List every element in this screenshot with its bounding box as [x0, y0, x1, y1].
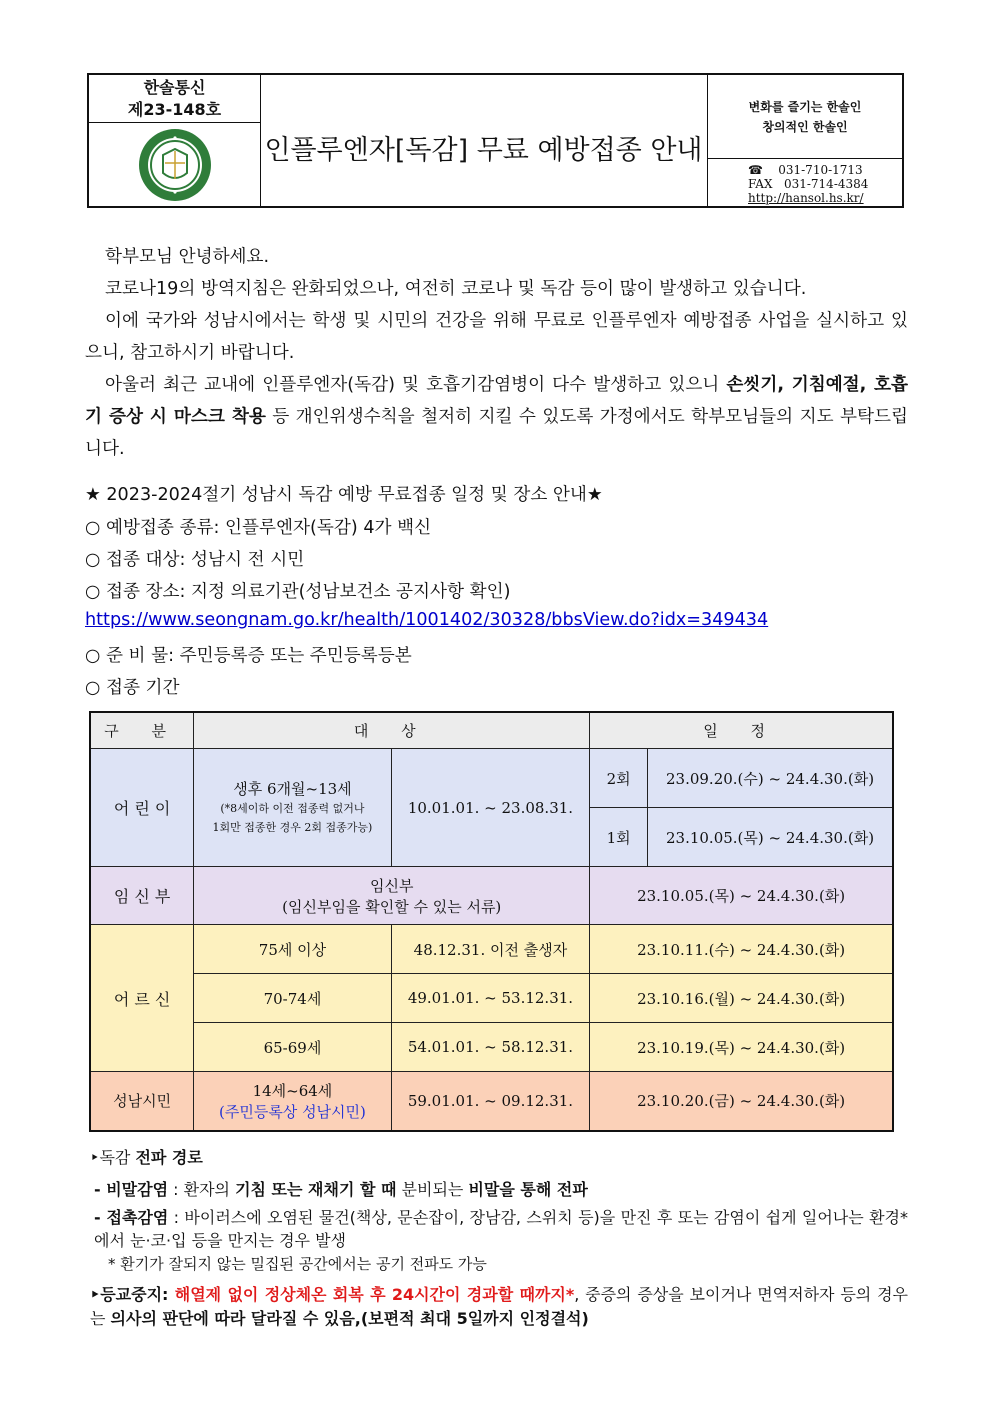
- info-vaccine-type: ○ 예방접종 종류: 인플루엔자(독감) 4가 백신: [85, 518, 432, 538]
- p3-text-a: 아울러 최근 교내에 인플루엔자(독감) 및 호흡기감염병이 다수 발생하고 있으니: [105, 375, 727, 395]
- child-target: [194, 749, 391, 867]
- contact-infection: [94, 1206, 908, 1252]
- droplet-infection: [94, 1177, 588, 1200]
- header-target: 대 상: [194, 712, 590, 749]
- contact-info: [708, 159, 902, 205]
- pregnant-target-2: (임신부임을 확인할 수 있는 서류): [282, 897, 502, 916]
- greeting: 학부모님 안녕하세요.: [105, 247, 270, 267]
- school-motto: [708, 75, 902, 159]
- elder-age-1: 75세 이상: [194, 925, 391, 974]
- table-row-elder-2: [90, 974, 893, 1023]
- droplet-text-a: : 환자의: [168, 1180, 236, 1199]
- intro-paragraph-2: 이에 국가와 성남시에서는 학생 및 시민의 건강을 위해 무료로 인플루엔자 예방접종 사업을 실시하고 있으니, 참고하시기 바랍니다.: [85, 311, 908, 363]
- header-right: [707, 75, 902, 206]
- elder-label: 어 르 신: [90, 925, 194, 1072]
- info-place: ○ 접종 장소: 지정 의료기관(성남보건소 공지사항 확인): [85, 582, 511, 602]
- citizen-target: [194, 1072, 391, 1131]
- elder-date-3: 23.10.19.(목) ~ 24.4.30.(화): [590, 1023, 893, 1072]
- stop-red: 해열제 없이 정상체온 회복 후 24시간이 경과할 때까지*: [168, 1285, 575, 1304]
- stop-label: ‣등교중지:: [90, 1285, 169, 1304]
- info-prepare: ○ 준 비 물: 주민등록증 또는 주민등록등본: [85, 646, 412, 666]
- pregnant-date: 23.10.05.(목) ~ 24.4.30.(화): [590, 867, 893, 925]
- citizen-label: 성남시민: [90, 1072, 194, 1131]
- citizen-age-note: (주민등록상 성남시민): [219, 1102, 366, 1121]
- info-heading: ★ 2023-2024절기 성남시 독감 예방 무료접종 일정 및 장소 안내★: [85, 485, 603, 505]
- newsletter-name: 한솔통신: [143, 78, 206, 97]
- table-row-pregnant: [90, 867, 893, 925]
- phone-icon: ☎: [748, 163, 763, 177]
- stop-bold: 의사의 판단에 따라 달라질 수 있음,(보편적 최대 5일까지 인정결석): [110, 1309, 589, 1328]
- droplet-label: - 비말감염: [94, 1180, 169, 1199]
- child-dose-2: 2회: [590, 749, 648, 808]
- child-birth: 10.01.01. ~ 23.08.31.: [391, 749, 590, 867]
- child-dose-2-date: 23.09.20.(수) ~ 24.4.30.(화): [648, 749, 893, 808]
- health-center-link[interactable]: https://www.seongnam.go.kr/health/1001402/30328/bbsView.do?idx=349434: [85, 610, 769, 630]
- droplet-text-b: 기침 또는 재채기 할 때: [235, 1180, 397, 1199]
- fax-number: 031-714-4384: [783, 177, 869, 191]
- p3-text-b: 등 개인위생수칙을 철저히 지킬 수 있도록 가정에서도 학부모님들의 지도 부탁드립니다.: [85, 407, 908, 459]
- elder-birth-1: 48.12.31. 이전 출생자: [391, 925, 590, 974]
- intro-paragraph-1: 코로나19의 방역지침은 완화되었으나, 여전히 코로나 및 독감 등이 많이 발생하고 있습니다.: [105, 279, 807, 299]
- header-left: [89, 75, 261, 206]
- stop-text: , 중증의 증상을 보이거나 면역저하자 등의 경우는: [90, 1285, 908, 1328]
- issue-number: 제23-148호: [127, 100, 222, 119]
- pregnant-target-1: 임신부: [369, 876, 414, 895]
- fax-label: FAX: [748, 177, 773, 191]
- pregnant-target: [194, 867, 590, 925]
- route-heading: [90, 1145, 203, 1168]
- table-row-elder-1: [90, 925, 893, 974]
- newsletter-header: [87, 73, 904, 208]
- child-note-1: (*8세이하 이전 접종력 없거나: [220, 802, 365, 815]
- table-row-elder-3: [90, 1023, 893, 1072]
- elder-birth-2: 49.01.01. ~ 53.12.31.: [391, 974, 590, 1023]
- elder-age-2: 70-74세: [194, 974, 391, 1023]
- info-target: ○ 접종 대상: 성남시 전 시민: [85, 550, 305, 570]
- elder-date-1: 23.10.11.(수) ~ 24.4.30.(화): [590, 925, 893, 974]
- droplet-text-d: 비말을 통해 전파: [468, 1180, 588, 1199]
- motto-line-1: 변화를 즐기는 한솔인: [748, 100, 862, 114]
- child-dose-1-date: 23.10.05.(목) ~ 24.4.30.(화): [648, 808, 893, 867]
- motto-line-2: 창의적인 한솔인: [762, 120, 848, 134]
- page-title: 인플루엔자[독감] 무료 예방접종 안내: [264, 135, 703, 166]
- vaccination-schedule-table: [89, 711, 894, 1132]
- elder-birth-3: 54.01.01. ~ 58.12.31.: [391, 1023, 590, 1072]
- school-logo: [89, 123, 260, 206]
- citizen-age: 14세~64세: [252, 1081, 333, 1100]
- droplet-text-c: 분비되는: [396, 1180, 469, 1199]
- route-bold: 전파 경로: [135, 1148, 203, 1167]
- header-schedule: 일 정: [590, 712, 893, 749]
- air-note: * 환기가 잘되지 않는 밀집된 공간에서는 공기 전파도 가능: [108, 1255, 487, 1273]
- elder-age-3: 65-69세: [194, 1023, 391, 1072]
- route-prefix: ‣독감: [90, 1148, 136, 1167]
- child-label: 어 린 이: [90, 749, 194, 867]
- header-category: 구 분: [90, 712, 194, 749]
- school-emblem-icon: [137, 127, 213, 203]
- intro-paragraph-3: [85, 369, 908, 465]
- contact-text: : 바이러스에 오염된 물건(책상, 문손잡이, 장남감, 스위치 등)을 만진 후 또는 감염이 쉽게 일어나는 환경*에서 눈·코·입 등을 만지는 경우 발생: [94, 1208, 908, 1250]
- citizen-date: 23.10.20.(금) ~ 24.4.30.(화): [590, 1072, 893, 1131]
- child-dose-1: 1회: [590, 808, 648, 867]
- child-note-2: 1회만 접종한 경우 2회 접종가능): [212, 821, 373, 834]
- school-absence-note: [90, 1283, 908, 1331]
- table-header-row: [90, 712, 893, 749]
- intro-text: [85, 241, 908, 465]
- phone-number: 031-710-1713: [778, 163, 863, 177]
- citizen-birth: 59.01.01. ~ 09.12.31.: [391, 1072, 590, 1131]
- info-period: ○ 접종 기간: [85, 678, 180, 698]
- table-row-citizen: [90, 1072, 893, 1131]
- issue-box: [89, 75, 260, 123]
- p3-hygiene-bold: 손씻기, 기침예절, 호흡기 증상 시 마스크 착용: [85, 375, 908, 427]
- contact-label: - 접촉감염: [94, 1208, 169, 1227]
- school-website[interactable]: http://hansol.hs.kr/: [748, 191, 864, 205]
- pregnant-label: 임 신 부: [90, 867, 194, 925]
- child-age: 생후 6개월~13세: [233, 780, 352, 798]
- table-row-child-2: [90, 749, 893, 808]
- elder-date-2: 23.10.16.(월) ~ 24.4.30.(화): [590, 974, 893, 1023]
